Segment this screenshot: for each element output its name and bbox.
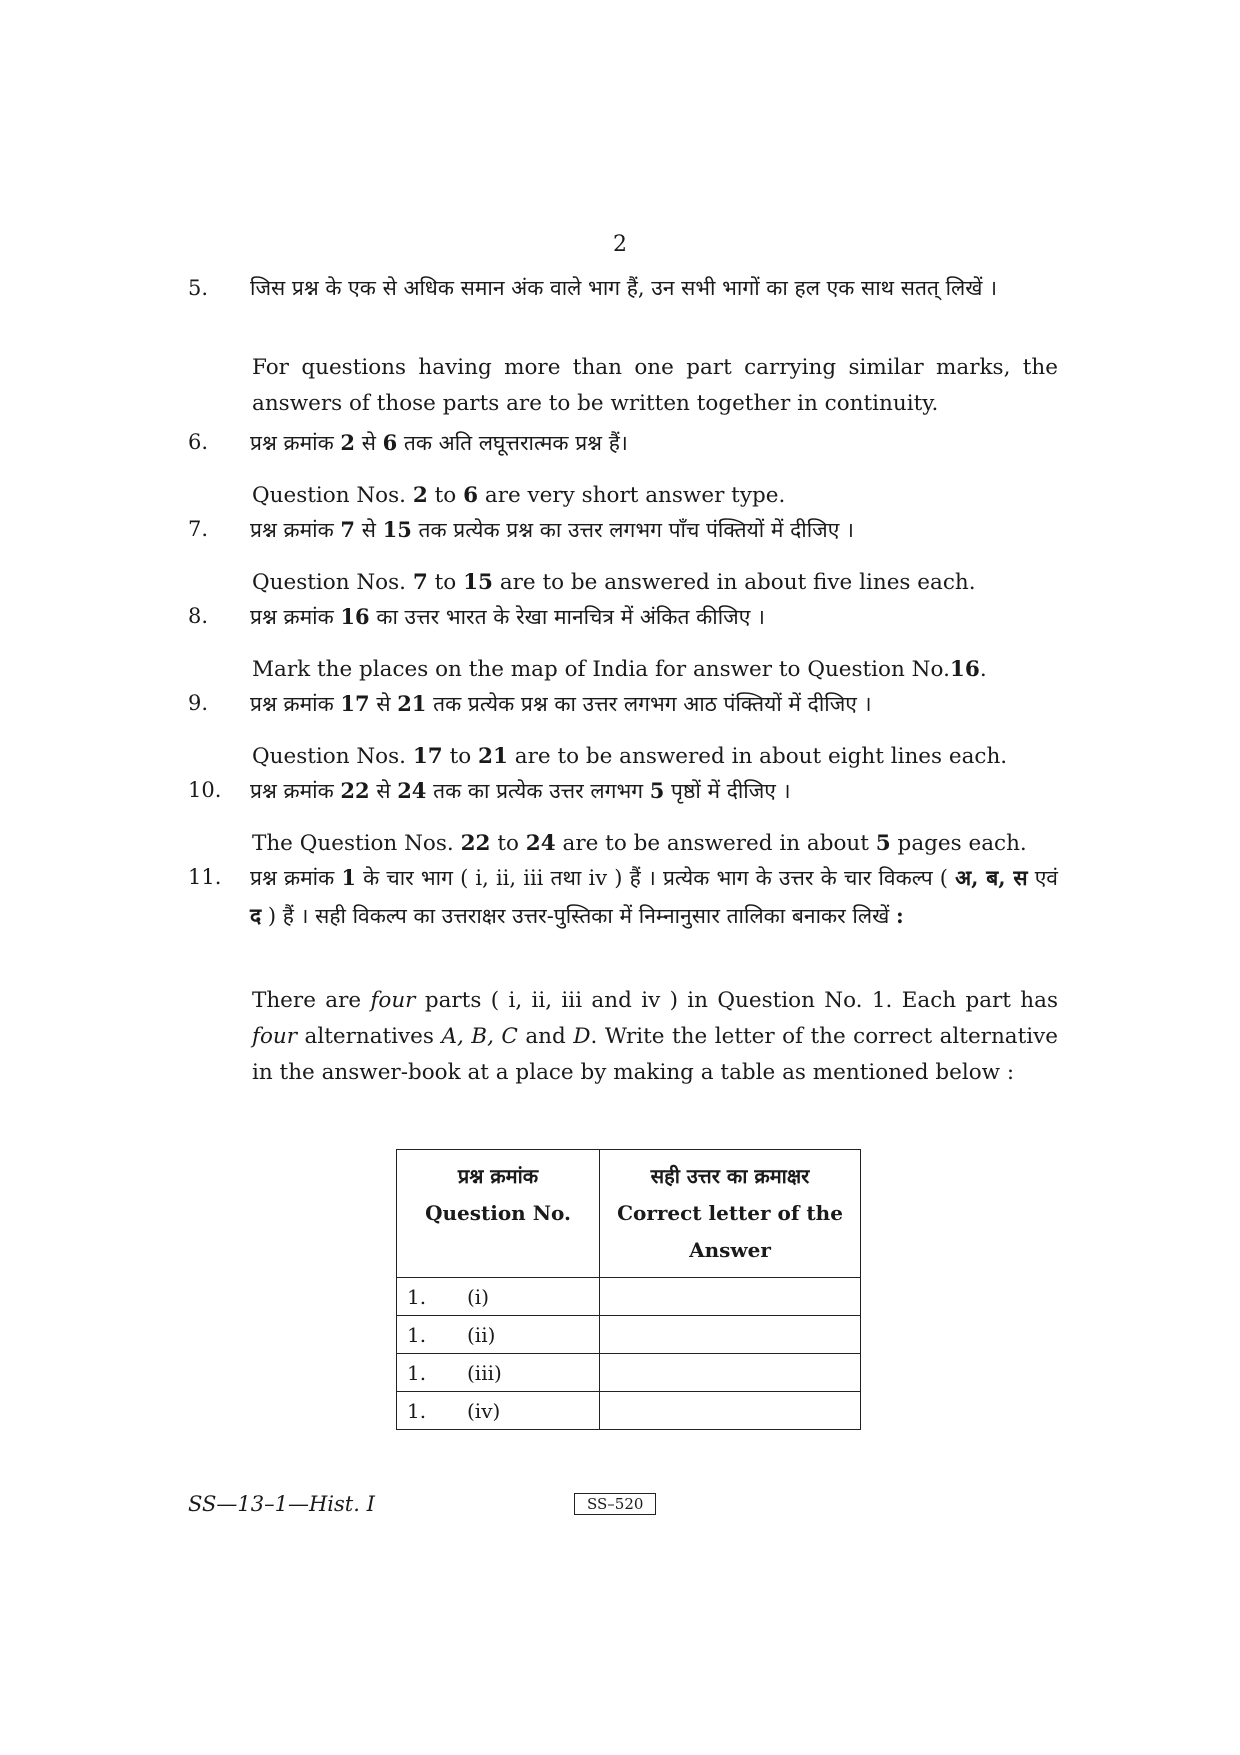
box-code: SS–520 [574, 1493, 656, 1515]
answer-table [396, 1149, 861, 1430]
item-number: 10. [188, 778, 222, 802]
item-number: 8. [188, 604, 209, 628]
item-number: 7. [188, 517, 209, 541]
item-number: 6. [188, 430, 209, 454]
answer-cell [600, 1392, 861, 1430]
paper-code: SS—13–1—Hist. I [188, 1492, 375, 1516]
hindi-text: प्रश्न क्रमांक 7 से 15 तक प्रत्येक प्रश्न का उत्तर लगभग पाँच पंक्तियों में दीजिए । [250, 517, 854, 542]
item-number: 9. [188, 691, 209, 715]
table-header-row [397, 1150, 861, 1278]
table-row: 1. (i) [397, 1278, 861, 1316]
answer-cell [600, 1316, 861, 1354]
hindi-text: जिस प्रश्न के एक से अधिक समान अंक वाले भाग हैं, उन सभी भागों का हल एक साथ सतत् लिखें । [250, 276, 998, 300]
table-row: 1. (ii) [397, 1316, 861, 1354]
english-text: Question Nos. 7 to 15 are to be answered in about five lines each. [252, 570, 976, 595]
header-question-no: प्रश्न क्रमांक Question No. [397, 1150, 600, 1278]
item-number: 5. [188, 276, 209, 300]
english-text: For questions having more than one part carrying similar marks, the answers of those parts are to be written together in continuity. [252, 355, 1058, 416]
hindi-text: प्रश्न क्रमांक 1 के चार भाग ( i, ii, iii तथा iv ) हैं । प्रत्येक भाग के उत्तर के चार विकल्प ( अ, ब, स एवं द ) हैं । सही विकल्प का उत्तराक्षर उत्तर-पुस्तिका में निम्नानुसार तालिका बनाकर लिखें : [250, 865, 1058, 928]
item-number: 11. [188, 865, 222, 889]
header-correct-letter: सही उत्तर का क्रमाक्षर Correct letter of the Answer [600, 1150, 861, 1278]
english-text: The Question Nos. 22 to 24 are to be answered in about 5 pages each. [252, 831, 1027, 856]
english-text: Mark the places on the map of India for answer to Question No.16. [252, 657, 987, 682]
english-text: There are four parts ( i, ii, iii and iv ) in Question No. 1. Each part has four alternatives A, B, C and D. Write the letter of the correct alternative in the answer-book at a place by making a table as mentioned below : [252, 988, 1058, 1085]
english-text: Question Nos. 17 to 21 are to be answered in about eight lines each. [252, 744, 1008, 769]
hindi-text: प्रश्न क्रमांक 2 से 6 तक अति लघूत्तरात्मक प्रश्न हैं। [250, 430, 628, 455]
english-text: Question Nos. 2 to 6 are very short answer type. [252, 483, 786, 508]
hindi-text: प्रश्न क्रमांक 17 से 21 तक प्रत्येक प्रश्न का उत्तर लगभग आठ पंक्तियों में दीजिए । [250, 691, 872, 716]
hindi-text: प्रश्न क्रमांक 22 से 24 तक का प्रत्येक उत्तर लगभग 5 पृष्ठों में दीजिए । [250, 778, 791, 803]
answer-cell [600, 1278, 861, 1316]
table-row: 1. (iii) [397, 1354, 861, 1392]
page-number: 2 [613, 232, 627, 257]
table-row: 1. (iv) [397, 1392, 861, 1430]
answer-cell [600, 1354, 861, 1392]
hindi-text: प्रश्न क्रमांक 16 का उत्तर भारत के रेखा मानचित्र में अंकित कीजिए । [250, 604, 765, 629]
